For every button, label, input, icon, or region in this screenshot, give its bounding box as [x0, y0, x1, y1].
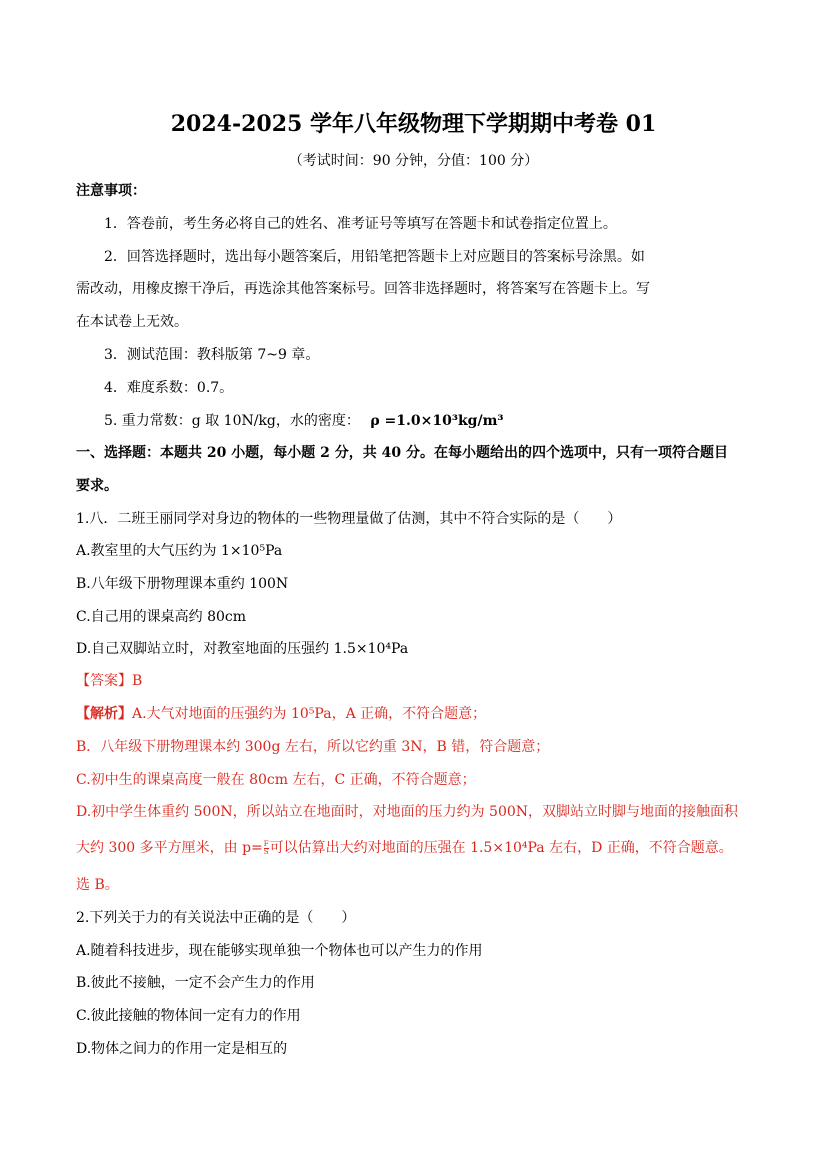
analysis-1-text: A.大气对地面的压强约为 10⁵Pa，A 正确，不符合题意；	[132, 706, 487, 722]
q2-option-a: A.随着科技进步，现在能够实现单独一个物体也可以产生力的作用	[76, 943, 483, 959]
exam-info: （考试时间：90 分钟，分值：100 分）	[288, 153, 539, 169]
q1-analysis-1	[76, 704, 486, 724]
q1-analysis-5	[76, 838, 733, 858]
q1-analysis-6: 选 B。	[76, 877, 119, 893]
question-2-stem: 2.下列关于力的有关说法中正确的是（ ）	[76, 910, 356, 926]
q2-option-c: C.彼此接触的物体间一定有力的作用	[76, 1008, 301, 1024]
q1-option-a: A.教室里的大气压约为 1×10⁵Pa	[76, 543, 283, 559]
notes-heading: 注意事项：	[76, 183, 146, 199]
fraction-denominator: S	[263, 847, 269, 856]
q1-analysis-2: B．八年级下册物理课本约 300g 左右，所以它约重 3N，B 错，符合题意；	[76, 739, 550, 755]
analysis-5-tail: 可以估算出大约对地面的压强在 1.5×10⁴Pa 左右，D 正确，不符合题意。	[269, 840, 733, 856]
analysis-label: 【解析】	[76, 706, 132, 722]
q1-option-c: C.自己用的课桌高约 80cm	[76, 609, 247, 625]
page-title: 2024-2025 学年八年级物理下学期期中考卷 01	[170, 111, 657, 137]
note-3: 3．测试范围：教科版第 7~9 章。	[104, 347, 320, 363]
pressure-formula-fraction	[264, 841, 269, 856]
note-2-end: 在本试卷上无效。	[76, 314, 188, 330]
q2-option-d: D.物体之间力的作用一定是相互的	[76, 1041, 288, 1057]
water-density: ρ =1.0×10³kg/m³	[370, 413, 504, 429]
note-5	[104, 411, 504, 431]
q1-answer: 【答案】B	[76, 673, 143, 689]
q1-option-d: D.自己双脚站立时，对教室地面的压强约 1.5×10⁴Pa	[76, 641, 409, 657]
q1-analysis-3: C.初中生的课桌高度一般在 80cm 左右，C 正确，不符合题意；	[76, 772, 476, 788]
analysis-5-text: 大约 300 多平方厘米，由 p=	[76, 840, 263, 856]
note-5-text: 5. 重力常数：g 取 10N/kg，水的密度：	[104, 413, 360, 429]
note-2-cont: 需改动，用橡皮擦干净后，再选涂其他答案标号。回答非选择题时，将答案写在答题卡上。写	[76, 281, 650, 297]
note-2: 2．回答选择题时，选出每小题答案后，用铅笔把答题卡上对应题目的答案标号涂黑。如	[104, 249, 645, 265]
section-heading-cont: 要求。	[76, 478, 118, 494]
note-1: 1．答卷前，考生务必将自己的姓名、准考证号等填写在答题卡和试卷指定位置上。	[104, 216, 617, 232]
q1-option-b: B.八年级下册物理课本重约 100N	[76, 576, 289, 592]
q2-option-b: B.彼此不接触，一定不会产生力的作用	[76, 975, 315, 991]
q1-analysis-4: D.初中学生体重约 500N，所以站立在地面时，对地面的压力约为 500N，双脚站立时脚与地面的接触面积	[76, 804, 739, 820]
question-1-stem: 1.八．二班王丽同学对身边的物体的一些物理量做了估测，其中不符合实际的是（ ）	[76, 511, 622, 527]
note-4: 4．难度系数：0.7。	[104, 380, 234, 396]
fraction-numerator: F	[263, 839, 269, 848]
section-heading: 一、选择题：本题共 20 小题，每小题 2 分，共 40 分。在每小题给出的四个选项中，只有一项符合题目	[76, 445, 728, 461]
